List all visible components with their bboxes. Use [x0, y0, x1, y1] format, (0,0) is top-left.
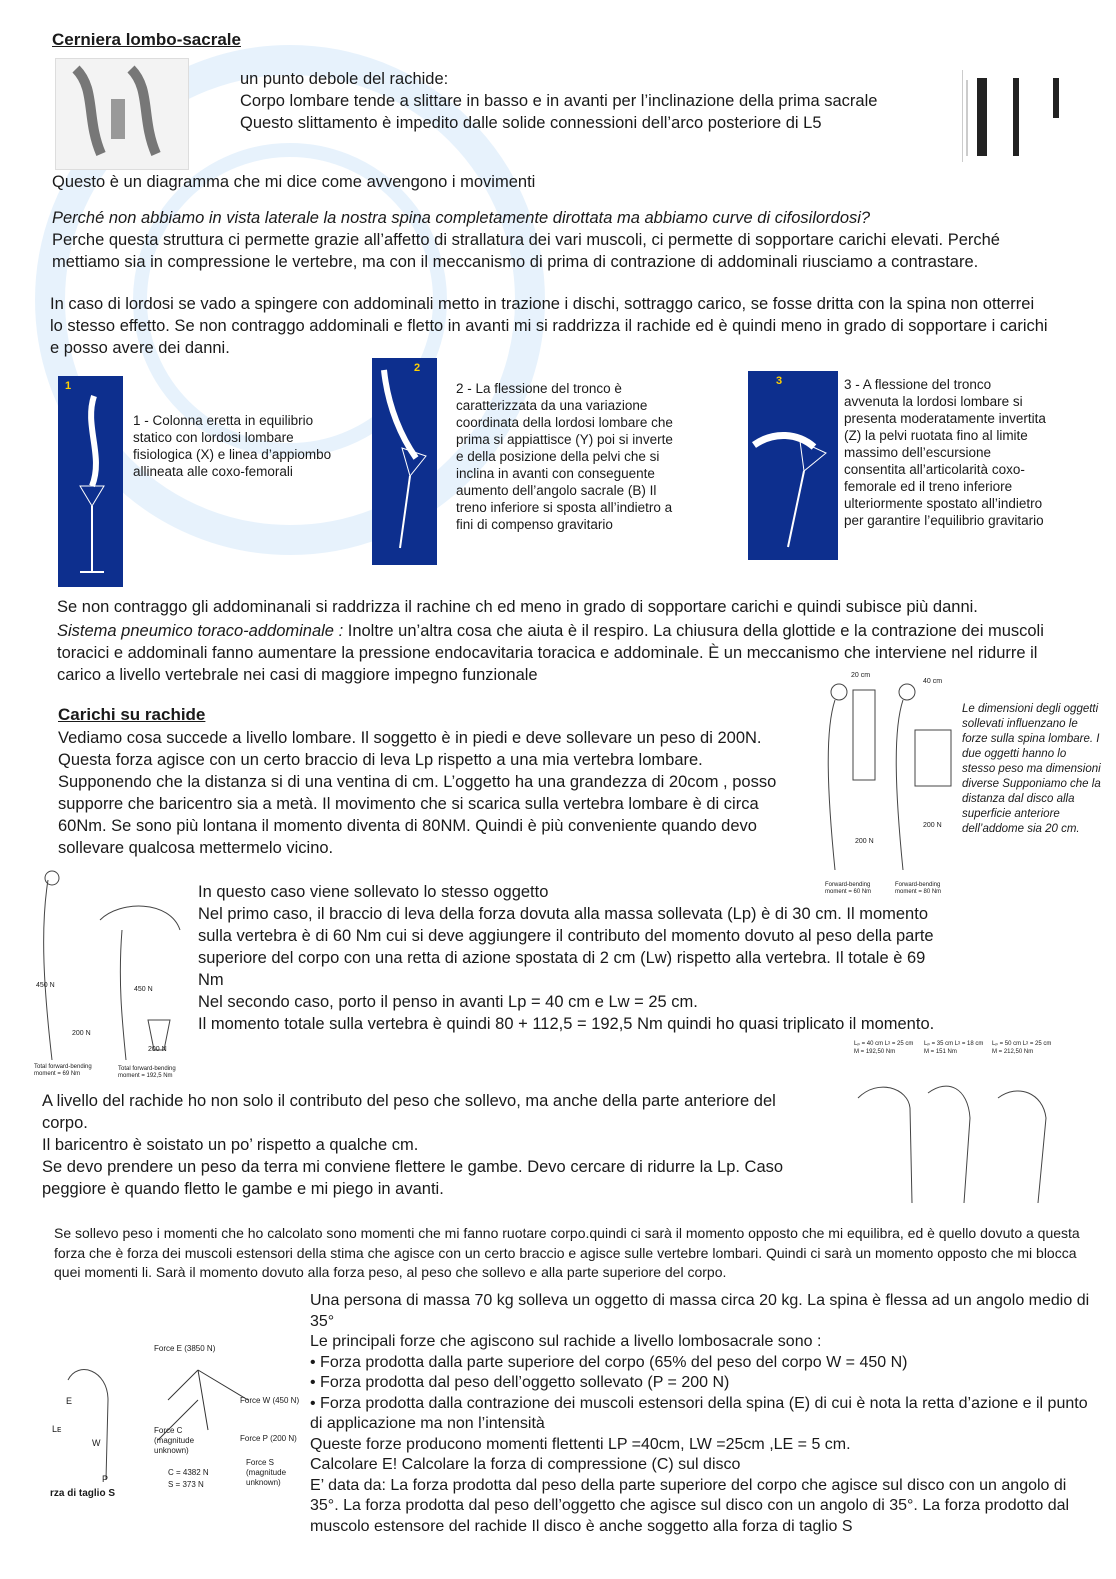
fig-d-label-force-p: Force P (200 N) — [240, 1434, 297, 1443]
problem-line-6: Queste forze producono momenti flettenti LP =40cm, LW =25cm ,LE = 5 cm. — [310, 1435, 851, 1453]
case-line-4: Il momento totale sulla vertebra è quindi 80 + 112,5 = 192,5 Nm quindi ho quasi triplicato il momento. — [198, 1015, 935, 1033]
fig-b-label-450n-1: 450 N — [36, 982, 55, 989]
case-line-2: Nel primo caso, il braccio di leva della forza dovuta alla massa sollevata (Lp) è di 30 cm. Il momento sulla vertebra è di 60 Nm cui si deve aggiungere il contributo del momento dovuto al peso della parte superiore del corpo con una retta di azione spostata di 2 cm (Lw) rispetto alla vertebra. Il totale è 69 Nm — [198, 905, 934, 989]
figure-1-number: 1 — [65, 380, 72, 392]
rachide-line-3: Se devo prendere un peso da terra mi conviene flettere le gambe. Devo cercare di ridurre la Lp. Caso peggiore è quando fletto le gambe e mi piego in avanti. — [42, 1158, 784, 1198]
problem-line-3: • Forza prodotta dalla parte superiore del corpo (65% del peso del corpo W = 450 N) — [310, 1353, 908, 1371]
section-title-cerniera: Cerniera lombo-sacrale — [52, 30, 241, 49]
figure-3-caption: 3 - A flessione del tronco avvenuta la lordosi lombare si presenta moderatamente invertita (Z) la pelvi ruotata fino al limite massimo dell’escursione consentita all’articolarità coxo-femorale ed il treno inferiore ulteriormente spostato all’indietro per garantire l’equilibrio gravitario — [844, 377, 1046, 528]
fig-a-label-20cm: 20 cm — [851, 672, 871, 679]
intro-line-2: Corpo lombare tende a slittare in basso e in avanti per l’inclinazione della prima sacrale — [240, 92, 878, 110]
rachide-line-2: Il baricentro è soistato un po’ rispetto a qualche cm. — [42, 1136, 419, 1154]
bending-comparison-figure — [30, 870, 190, 1088]
diagram-line: Questo è un diagramma che mi dice come avvengono i movimenti — [52, 173, 536, 191]
fig-d-caption: rza di taglio S — [50, 1488, 116, 1499]
paragraph-casi — [198, 881, 938, 1035]
paragraph-lordosi: In caso di lordosi se vado a spingere con addominali metto in trazione i dischi, sottraggo carico, se fosse dritta con la spina non otterrei lo stesso effetto. Se non contraggo addominali e fletto in avanti mi si raddrizza il rachide ed è quindi meno in grado di sopportare i carichi e posso avere dei danni. — [50, 295, 1048, 357]
problem-line-1: Una persona di massa 70 kg solleva un oggetto di massa circa 20 kg. La spina è flessa ad un angolo medio di 35° — [310, 1292, 1090, 1330]
side-note: Le dimensioni degli oggetti sollevati influenzano le forze sulla spina lombare. I due oggetti hanno lo stesso peso ma dimensioni diverse Supponiamo che la distanza dal disco alla superficie anteriore dell’addome sia 20 cm. — [962, 703, 1101, 835]
fig-d-label-p: P — [102, 1474, 109, 1484]
intro-text — [240, 68, 960, 134]
problem-line-2: Le principali forze che agiscono sul rachide a livello lombosacrale sono : — [310, 1333, 822, 1350]
section-title-carichi: Carichi su rachide — [58, 705, 206, 724]
fig-a-label-200n-2: 200 N — [923, 822, 942, 829]
pneumico-text: Inoltre un’altra cosa che aiuta è il respiro. La chiusura della glottide e la contrazione dei muscoli toracici e addominali fanno aumentare la pressione endocavitaria toracica e addominale. È un meccanismo che interviene nel ridurre il carico a livello vertebrale nei casi di maggiore impegno funzionale — [57, 622, 1044, 684]
question-line: Perché non abbiamo in vista laterale la nostra spina completamente dirottata ma abbiamo curve di cifosilordosi? — [52, 209, 871, 227]
problem-line-4: • Forza prodotta dal peso dell’oggetto sollevato (P = 200 N) — [310, 1374, 730, 1391]
intro-line-3: Questo slittamento è impedito dalle solide connessioni dell’arco posteriore di L5 — [240, 114, 822, 132]
figure-3-number: 3 — [776, 375, 783, 387]
fig-d-label-force-e: Force E (3850 N) — [154, 1344, 216, 1353]
fig-b-label-200n-1: 200 N — [72, 1030, 91, 1037]
fig-d-label-force-c: Force C (magnitude unknown) — [154, 1426, 195, 1455]
movement-diagram-figure — [962, 70, 1078, 162]
fig-c-label-3: Lₚ = 50 cm Lᵡ = 25 cm M = 212,50 Nm — [992, 1041, 1052, 1055]
fig-c-label-2: Lₚ = 35 cm Lᵡ = 18 cm M = 151 Nm — [924, 1041, 984, 1055]
fig-a-label-moment-2: Forward-bending moment = 80 Nm — [895, 882, 942, 895]
paragraph-addominanali: Se non contraggo gli addominanali si raddrizza il rachine ch ed meno in grado di sopportare carichi e quindi subisce più danni. — [57, 598, 978, 616]
lifting-positions-figure — [848, 1038, 1058, 1218]
fig-a-label-40cm: 40 cm — [923, 678, 943, 685]
spine-figure-1 — [58, 376, 123, 587]
problem-statement — [310, 1291, 1090, 1537]
paragraph-rachide — [42, 1090, 812, 1200]
paragraph-momenti: Se sollevo peso i momenti che ho calcolato sono momenti che mi fanno ruotare corpo.quindi ci sarà il momento opposto che mi equilibra, ed è quello dovuto a questa forza che è forza dei muscoli estensori della stima che agisce con un certo braccio e agisce sulle vertebre lombari. Quindi ci sarà un momento opposto che mi blocca quei momenti li. Sarà il momento dovuto alla forza peso, al peso che sollevo e alla parte superiore del corpo. — [54, 1225, 1080, 1280]
spine-figure-2 — [372, 358, 437, 565]
spine-figure-3 — [748, 371, 838, 560]
forces-diagram-figure — [48, 1340, 310, 1500]
fig-b-label-moment-2: Total forward-bending moment = 192,5 Nm — [118, 1066, 176, 1079]
fig-c-label-1: Lₚ = 40 cm Lᵡ = 25 cm M = 192,50 Nm — [854, 1041, 914, 1055]
figure-1-caption: 1 - Colonna eretta in equilibrio statico con lordosi lombare fisiologica (X) e linea d’appiombo allineata alle coxo-femorali — [133, 413, 332, 479]
figure-2-caption: 2 - La flessione del tronco è caratterizzata da una variazione coordinata della lordosi lombare che prima si appiattisce (Y) poi si inverte e della posizione della pelvi che si inclina in avanti con conseguente aumento dell’angolo sacrale (B) Il treno inferiore si sposta all’indietro a fini di compenso gravitario — [456, 381, 673, 532]
paragraph-strallatura: Perche questa struttura ci permette grazie all’affetto di strallatura dei vari muscoli, ci permette di sopportare carichi elevati. Perché mettiamo sia in compressione le vertebre, ma con il meccanismo di prima di contrazione di addominali riusciamo a contrastare. — [52, 231, 1000, 271]
fig-d-label-s-value: S = 373 N — [168, 1480, 204, 1489]
problem-line-5: • Forza prodotta dalla contrazione dei muscoli estensori della spina (E) di cui è nota la retta d’azione e il punto di applicazione ma non l’intensità — [310, 1394, 1088, 1432]
fig-d-label-force-s: Force S (magnitude unknown) — [246, 1458, 287, 1487]
fig-b-label-450n-2: 450 N — [134, 986, 153, 993]
fig-a-label-moment-1: Forward-bending moment = 60 Nm — [825, 882, 872, 895]
fig-b-label-moment-1: Total forward-bending moment = 69 Nm — [34, 1064, 92, 1077]
case-line-3: Nel secondo caso, porto il penso in avanti Lp = 40 cm e Lw = 25 cm. — [198, 993, 698, 1011]
case-line-1: In questo caso viene sollevato lo stesso oggetto — [198, 883, 549, 901]
lumbosacral-joint-figure — [55, 58, 189, 170]
problem-line-7: Calcolare E! Calcolare la forza di compressione (C) sul disco — [310, 1456, 741, 1473]
fig-d-label-c-value: C = 4382 N — [168, 1468, 209, 1477]
fig-d-label-force-w: Force W (450 N) — [240, 1396, 300, 1405]
fig-d-label-le: Lᴇ — [52, 1424, 62, 1434]
fig-b-label-200n-2: 200 N — [148, 1046, 167, 1053]
figure-2-number: 2 — [414, 362, 421, 374]
fig-d-label-w: W — [92, 1438, 101, 1448]
rachide-line-1: A livello del rachide ho non solo il contributo del peso che sollevo, ma anche della parte anteriore del corpo. — [42, 1092, 776, 1132]
object-size-figure — [815, 670, 955, 898]
problem-line-8: E’ data da: La forza prodotta dal peso della parte superiore del corpo che agisce sul disco con un angolo di 35°. La forza prodotta dal peso dell’oggetto che agisce sul disco con un angolo di 35°. La forza prodotto dal muscolo estensore del rachide Il disco è anche soggetto alla forza di taglio S — [310, 1476, 1070, 1535]
intro-line-1: un punto debole del rachide: — [240, 70, 449, 88]
paragraph-carichi: Vediamo cosa succede a livello lombare. Il soggetto è in piedi e deve sollevare un peso di 200N. Questa forza agisce con un certo braccio di leva Lp rispetto a una mia vertebra lombare. Supponendo che la distanza si di una ventina di cm. L’oggetto ha una grandezza di 20com , posso supporre che baricentro sia a metà. Il movimento che si scarica sulla vertebra lombare è di circa 60Nm. Se sono più lontana il momento diventa di 80NM. Quindi è più conveniente quando devo sollevare qualcosa mettermelo vicino. — [58, 729, 777, 857]
fig-d-label-e: E — [66, 1396, 73, 1406]
fig-a-label-200n-1: 200 N — [855, 838, 874, 845]
pneumico-label: Sistema pneumico toraco-addominale : — [57, 622, 344, 640]
